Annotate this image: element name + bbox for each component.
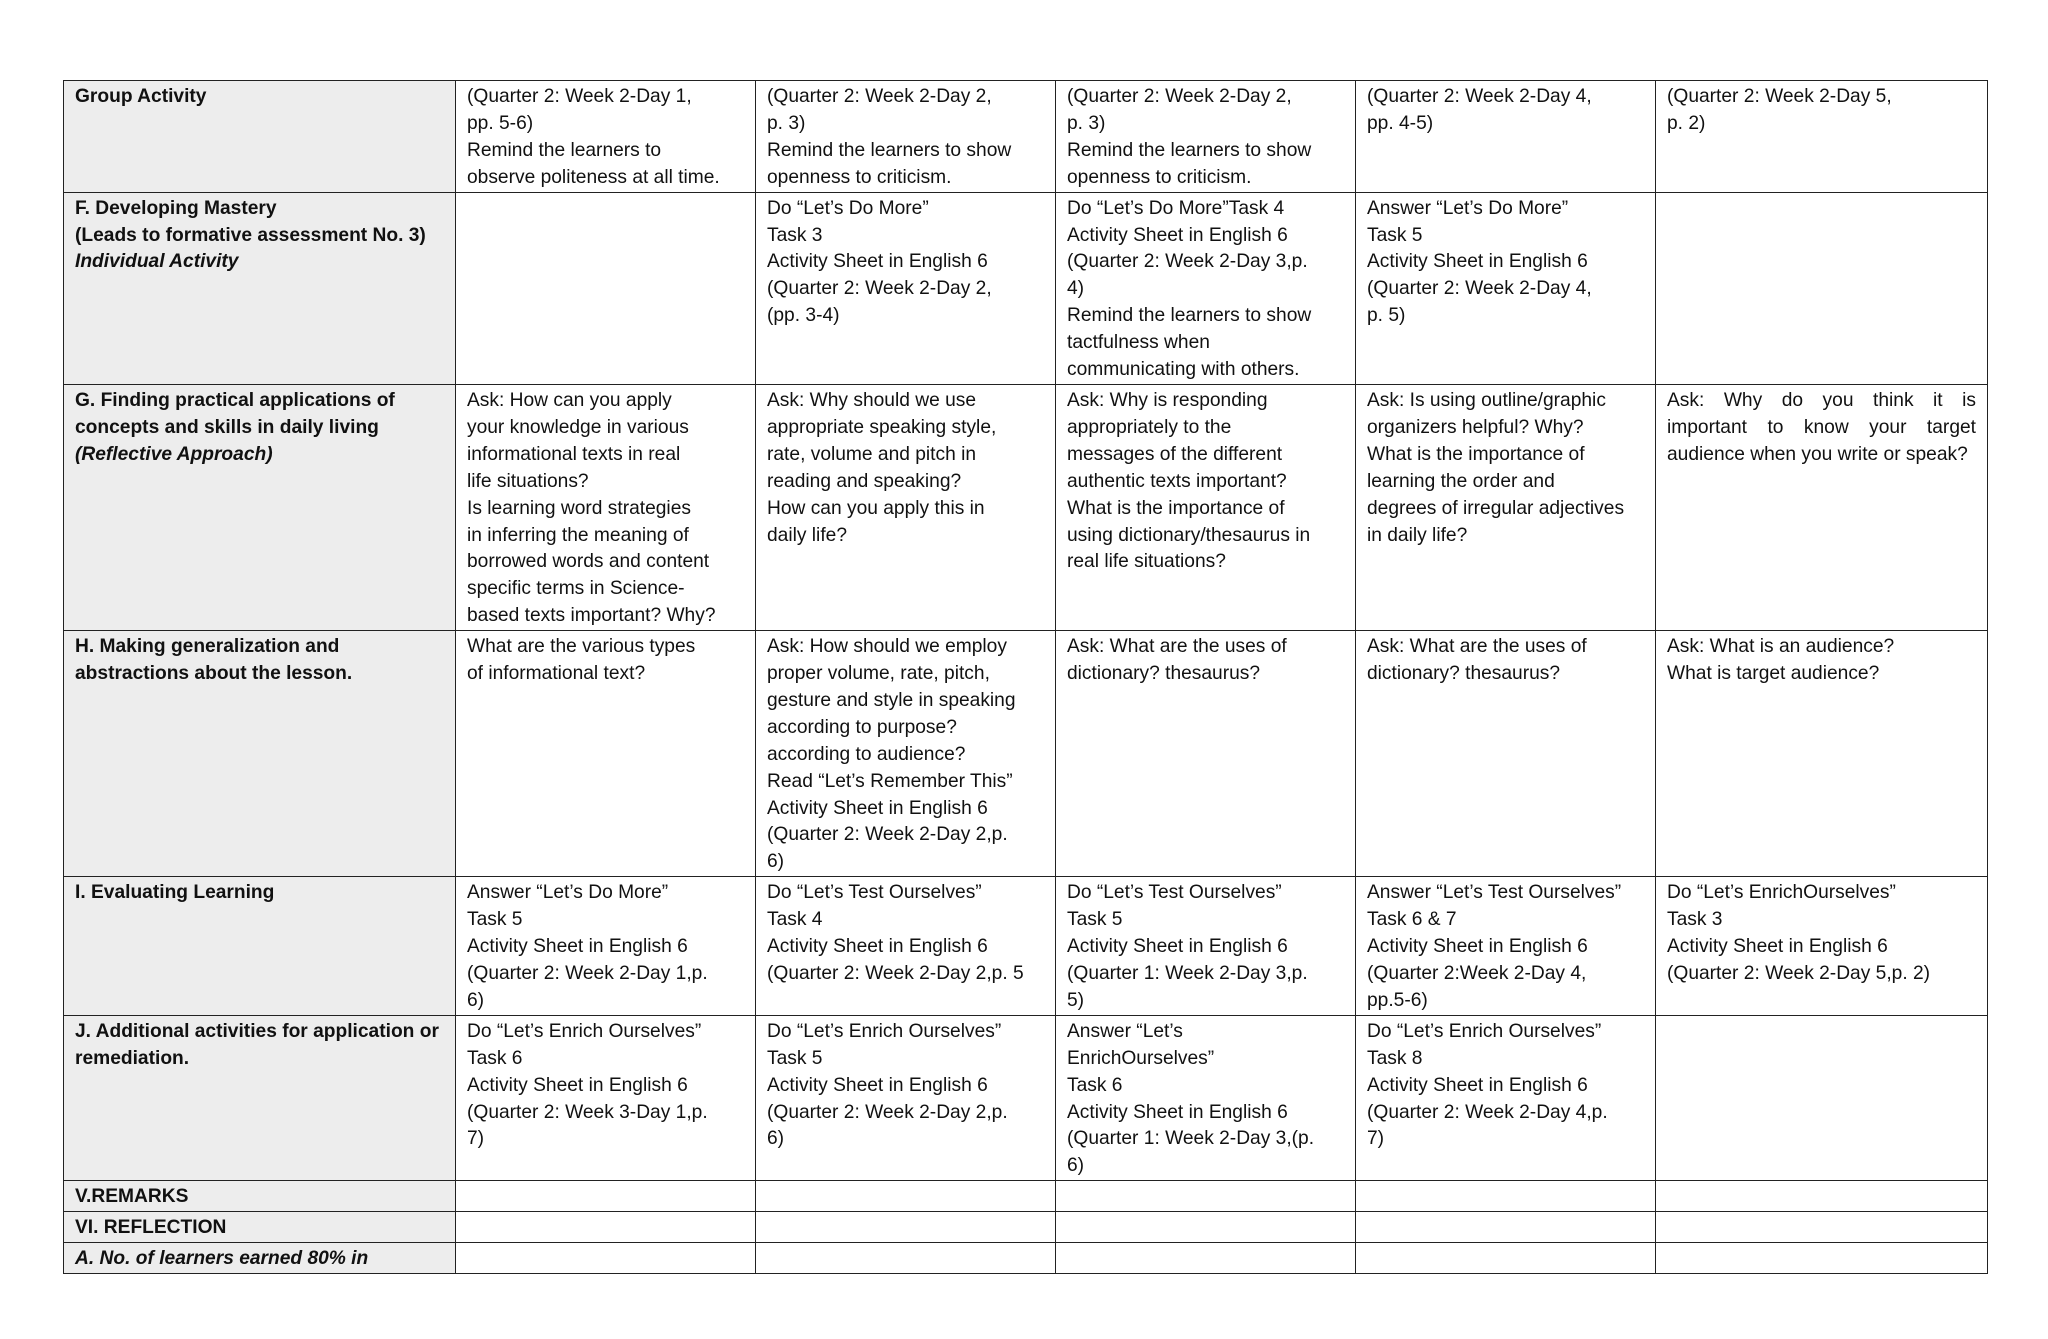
cell-day-4: (Quarter 2: Week 2-Day 4, pp. 4-5) bbox=[1356, 81, 1656, 193]
cell-day-2: Ask: How should we employ proper volume, rate, pitch, gesture and style in speaking according to purpose? according to audience? Read “Let’s Remember This” Activity Sheet in English 6 (Quarter 2: Week 2-Day 2,p. 6) bbox=[756, 631, 1056, 877]
cell-day-3: (Quarter 2: Week 2-Day 2, p. 3) Remind the learners to show openness to criticism. bbox=[1056, 81, 1356, 193]
row-label-group-activity: Group Activity bbox=[64, 81, 456, 193]
cell-day-5: Ask: Why do you think it is important to know your target audience when you write or speak? bbox=[1656, 384, 1988, 630]
cell-day-5 bbox=[1656, 1212, 1988, 1243]
cell-day-5: (Quarter 2: Week 2-Day 5, p. 2) bbox=[1656, 81, 1988, 193]
cell-day-5 bbox=[1656, 1243, 1988, 1274]
cell-day-2: Ask: Why should we use appropriate speaking style, rate, volume and pitch in reading and speaking? How can you apply this in daily life? bbox=[756, 384, 1056, 630]
table-row-generalization bbox=[64, 631, 1988, 877]
lesson-log-sheet bbox=[63, 80, 1987, 1274]
cell-day-4: Ask: Is using outline/graphic organizers helpful? Why? What is the importance of learning the order and degrees of irregular adjectives in daily life? bbox=[1356, 384, 1656, 630]
cell-day-3: Ask: Why is responding appropriately to the messages of the different authentic texts important? What is the importance of using dictionary/thesaurus in real life situations? bbox=[1056, 384, 1356, 630]
cell-day-2: Do “Let’s Enrich Ourselves” Task 5 Activity Sheet in English 6 (Quarter 2: Week 2-Day 2,p. 6) bbox=[756, 1015, 1056, 1180]
cell-day-1 bbox=[456, 192, 756, 384]
cell-day-3: Answer “Let’s EnrichOurselves” Task 6 Activity Sheet in English 6 (Quarter 1: Week 2-Day 3,(p. 6) bbox=[1056, 1015, 1356, 1180]
row-label-generalization: H. Making generalization and abstractions about the lesson. bbox=[64, 631, 456, 877]
cell-day-4 bbox=[1356, 1212, 1656, 1243]
cell-day-4 bbox=[1356, 1181, 1656, 1212]
table-row-learners-80 bbox=[64, 1243, 1988, 1274]
cell-day-3: Do “Let’s Test Ourselves” Task 5 Activity Sheet in English 6 (Quarter 1: Week 2-Day 3,p. 5) bbox=[1056, 877, 1356, 1016]
cell-day-4: Ask: What are the uses of dictionary? thesaurus? bbox=[1356, 631, 1656, 877]
table-row-group-activity bbox=[64, 81, 1988, 193]
row-label-developing-mastery: F. Developing Mastery (Leads to formative assessment No. 3) Individual Activity bbox=[64, 192, 456, 384]
cell-day-1: Answer “Let’s Do More” Task 5 Activity Sheet in English 6 (Quarter 2: Week 2-Day 1,p. 6) bbox=[456, 877, 756, 1016]
table-row-reflection bbox=[64, 1212, 1988, 1243]
cell-day-3: Do “Let’s Do More”Task 4 Activity Sheet in English 6 (Quarter 2: Week 2-Day 3,p. 4) Remind the learners to show tactfulness when communicating with others. bbox=[1056, 192, 1356, 384]
cell-day-1: What are the various types of informational text? bbox=[456, 631, 756, 877]
row-label-evaluating-learning: I. Evaluating Learning bbox=[64, 877, 456, 1016]
cell-day-4: Answer “Let’s Test Ourselves” Task 6 & 7 Activity Sheet in English 6 (Quarter 2:Week 2-Day 4, pp.5-6) bbox=[1356, 877, 1656, 1016]
cell-day-4: Answer “Let’s Do More” Task 5 Activity Sheet in English 6 (Quarter 2: Week 2-Day 4, p. 5) bbox=[1356, 192, 1656, 384]
row-label-practical-applications: G. Finding practical applications of concepts and skills in daily living (Reflective Approach) bbox=[64, 384, 456, 630]
cell-day-5: Do “Let’s EnrichOurselves” Task 3 Activity Sheet in English 6 (Quarter 2: Week 2-Day 5,p. 2) bbox=[1656, 877, 1988, 1016]
cell-day-2: Do “Let’s Do More” Task 3 Activity Sheet in English 6 (Quarter 2: Week 2-Day 2, (pp. 3-4) bbox=[756, 192, 1056, 384]
cell-day-3: Ask: What are the uses of dictionary? thesaurus? bbox=[1056, 631, 1356, 877]
cell-day-5 bbox=[1656, 192, 1988, 384]
cell-day-4 bbox=[1356, 1243, 1656, 1274]
cell-day-1: Ask: How can you apply your knowledge in various informational texts in real life situations? Is learning word strategies in inferring the meaning of borrowed words and content specific terms in Science- based texts important? Why? bbox=[456, 384, 756, 630]
cell-day-1: Do “Let’s Enrich Ourselves” Task 6 Activity Sheet in English 6 (Quarter 2: Week 3-Day 1,p. 7) bbox=[456, 1015, 756, 1180]
cell-day-2: Do “Let’s Test Ourselves” Task 4 Activity Sheet in English 6 (Quarter 2: Week 2-Day 2,p. 5 bbox=[756, 877, 1056, 1016]
cell-day-5 bbox=[1656, 1181, 1988, 1212]
cell-day-1 bbox=[456, 1212, 756, 1243]
cell-day-3 bbox=[1056, 1181, 1356, 1212]
cell-day-2 bbox=[756, 1212, 1056, 1243]
cell-day-1 bbox=[456, 1181, 756, 1212]
row-label-reflection: VI. REFLECTION bbox=[64, 1212, 456, 1243]
cell-day-5: Ask: What is an audience? What is target audience? bbox=[1656, 631, 1988, 877]
row-label-learners-80: A. No. of learners earned 80% in bbox=[64, 1243, 456, 1274]
table-row-remarks bbox=[64, 1181, 1988, 1212]
cell-day-1 bbox=[456, 1243, 756, 1274]
cell-day-5 bbox=[1656, 1015, 1988, 1180]
cell-day-4: Do “Let’s Enrich Ourselves” Task 8 Activity Sheet in English 6 (Quarter 2: Week 2-Day 4,p. 7) bbox=[1356, 1015, 1656, 1180]
row-label-remarks: V.REMARKS bbox=[64, 1181, 456, 1212]
cell-day-2 bbox=[756, 1243, 1056, 1274]
cell-day-3 bbox=[1056, 1243, 1356, 1274]
cell-day-1: (Quarter 2: Week 2-Day 1, pp. 5-6) Remind the learners to observe politeness at all time. bbox=[456, 81, 756, 193]
table-row-developing-mastery bbox=[64, 192, 1988, 384]
cell-day-3 bbox=[1056, 1212, 1356, 1243]
cell-day-2: (Quarter 2: Week 2-Day 2, p. 3) Remind the learners to show openness to criticism. bbox=[756, 81, 1056, 193]
cell-day-2 bbox=[756, 1181, 1056, 1212]
table-row-additional-activities bbox=[64, 1015, 1988, 1180]
table-row-evaluating-learning bbox=[64, 877, 1988, 1016]
row-label-additional-activities: J. Additional activities for application or remediation. bbox=[64, 1015, 456, 1180]
lesson-log-table bbox=[63, 80, 1988, 1274]
table-row-practical-applications bbox=[64, 384, 1988, 630]
